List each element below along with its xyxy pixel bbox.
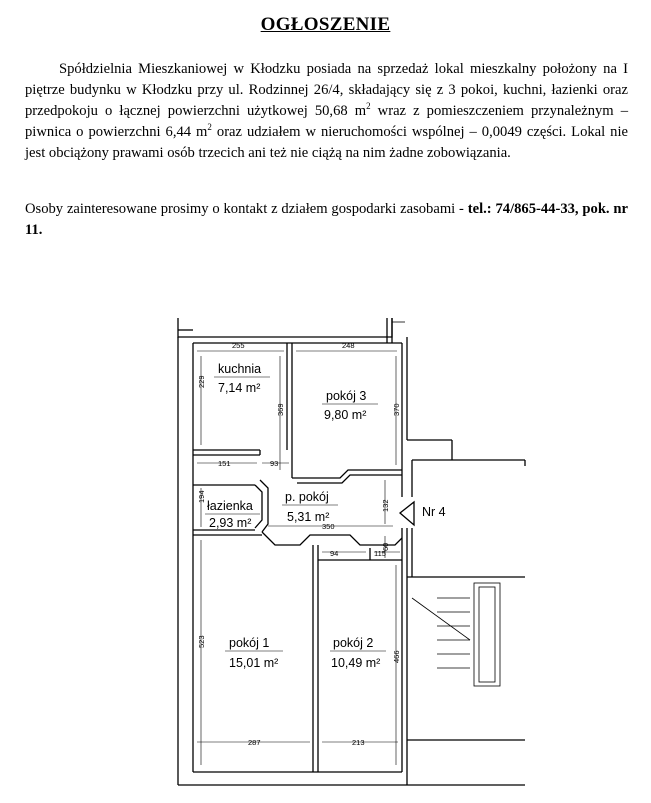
room-name: pokój 3 — [326, 389, 367, 403]
dimension-label: 194 — [197, 490, 206, 503]
description-part-2: wraz z pomieszczeniem przynależnym – piwnica o powierzchni 6,44 m — [25, 103, 629, 140]
room-area: 9,80 m² — [324, 408, 367, 422]
room-kuchnia — [214, 362, 270, 395]
dimension-label: 523 — [197, 635, 206, 648]
dimension-label: 248 — [342, 341, 355, 350]
description-part-1: Spółdzielnia Mieszkaniowej w Kłodzku posiada na sprzedaż lokal mieszkalny położony na I piętrze budynku w Kłodzku przy ul. Rodzinnej 26/4, składający się z 3 pokoi, kuchni, łazienki oraz przedpokoju o łącznej powierzchni użytkowej 50,68 m — [25, 61, 628, 119]
plan-windows — [178, 318, 405, 330]
room-pokoj-1 — [225, 636, 283, 670]
room-area: 5,31 m² — [287, 510, 330, 524]
room-name: łazienka — [207, 499, 253, 513]
room-pokoj-2 — [330, 636, 386, 670]
dimension-label: 255 — [232, 341, 245, 350]
room-name: pokój 1 — [229, 636, 270, 650]
contact-phone: tel.: 74/865-44-33, pok. nr 11. — [25, 201, 629, 238]
dimension-label: 466 — [392, 650, 401, 663]
room-pokoj-3 — [322, 389, 378, 422]
room-area: 15,01 m² — [229, 656, 279, 670]
dimension-label: 132 — [381, 499, 390, 512]
dimension-label: 60 — [381, 542, 390, 551]
dimension-label: 229 — [197, 375, 206, 388]
entrance-label: Nr 4 — [422, 505, 446, 519]
description-part-3: oraz udziałem w nieruchomości wspólnej – 0,0049 części. Lokal nie jest obciążony prawami osób trzecich ani też nie ciążą na nim żadne zobowiązania. — [25, 124, 629, 161]
contact-text: Osoby zainteresowane prosimy o kontakt z działem gospodarki zasobami - — [25, 201, 468, 217]
dimension-label: 151 — [218, 459, 231, 468]
dimension-label: 369 — [276, 403, 285, 416]
room-przedpokoj — [282, 490, 338, 524]
dimension-label: 94 — [330, 549, 339, 558]
room-lazienka — [205, 499, 260, 530]
dimension-label: 213 — [352, 738, 365, 747]
room-name: kuchnia — [218, 362, 262, 376]
page-title: OGŁOSZENIE — [260, 14, 391, 35]
entrance-arrow-icon — [400, 502, 414, 525]
dimension-label: 350 — [322, 522, 335, 531]
room-name: pokój 2 — [333, 636, 374, 650]
superscript-2: 2 — [207, 122, 212, 132]
stairs-icon — [412, 583, 500, 686]
dimension-label: 93 — [270, 459, 279, 468]
room-area: 7,14 m² — [218, 381, 261, 395]
room-name: p. pokój — [285, 490, 329, 504]
room-area: 10,49 m² — [331, 656, 381, 670]
dimension-label: 115 — [374, 549, 386, 558]
superscript-1: 2 — [366, 101, 371, 111]
dimension-label: 370 — [392, 403, 401, 416]
dimension-label: 287 — [248, 738, 261, 747]
room-area: 2,93 m² — [209, 516, 252, 530]
